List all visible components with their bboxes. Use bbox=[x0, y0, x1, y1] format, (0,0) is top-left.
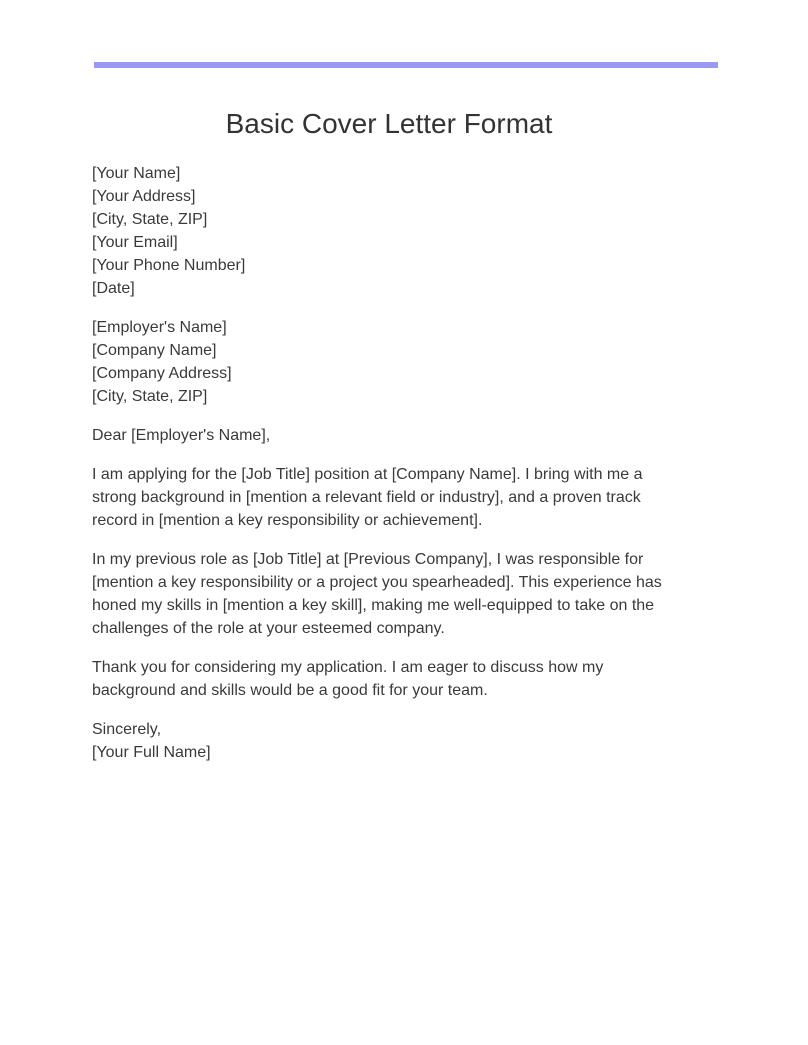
text-line: [Company Address] bbox=[92, 365, 232, 382]
recipient-block bbox=[92, 316, 732, 408]
salutation-text: Dear [Employer's Name], bbox=[92, 427, 271, 444]
text-line: challenges of the role at your esteemed company. bbox=[92, 620, 445, 637]
text-line: [Employer's Name] bbox=[92, 319, 227, 336]
text-line: strong background in [mention a relevant field or industry], and a proven track bbox=[92, 489, 641, 506]
text-line: In my previous role as [Job Title] at [Previous Company], I was responsible for bbox=[92, 551, 644, 568]
text-line: Thank you for considering my application. I am eager to discuss how my bbox=[92, 659, 604, 676]
text-line: [City, State, ZIP] bbox=[92, 211, 208, 228]
text-line: [mention a key responsibility or a project you spearheaded]. This experience has bbox=[92, 574, 662, 591]
text-line: I am applying for the [Job Title] position at [Company Name]. I bring with me a bbox=[92, 466, 643, 483]
paragraph-3 bbox=[92, 656, 732, 702]
text-line: Sincerely, bbox=[92, 721, 162, 738]
text-line: [Your Email] bbox=[92, 234, 178, 251]
accent-bar bbox=[94, 62, 718, 68]
text-line: [Your Address] bbox=[92, 188, 196, 205]
paragraph-1 bbox=[92, 463, 732, 532]
text-line: [Date] bbox=[92, 280, 135, 297]
salutation bbox=[92, 424, 732, 447]
text-line: [City, State, ZIP] bbox=[92, 388, 208, 405]
text-line: [Your Phone Number] bbox=[92, 257, 246, 274]
text-line: record in [mention a key responsibility or achievement]. bbox=[92, 512, 483, 529]
text-line: [Company Name] bbox=[92, 342, 217, 359]
paragraph-2 bbox=[92, 548, 732, 640]
text-line: honed my skills in [mention a key skill], making me well-equipped to take on the bbox=[92, 597, 655, 614]
closing-block bbox=[92, 718, 732, 764]
letter-body bbox=[92, 162, 732, 780]
text-line: [Your Full Name] bbox=[92, 744, 211, 761]
text-line: background and skills would be a good fit for your team. bbox=[92, 682, 488, 699]
sender-block bbox=[92, 162, 732, 300]
page-title: Basic Cover Letter Format bbox=[225, 108, 553, 139]
text-line: [Your Name] bbox=[92, 165, 181, 182]
